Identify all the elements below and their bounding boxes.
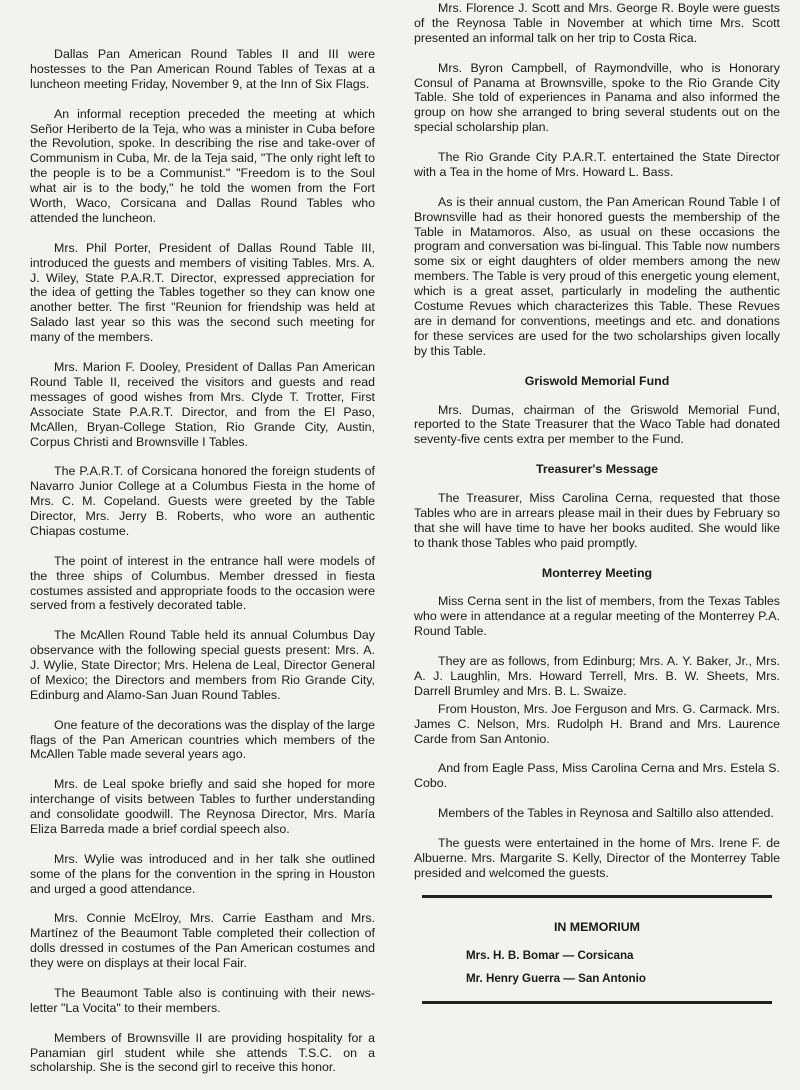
article-paragraph: One feature of the decorations was the display of the large flags of the Pan American countries which members of the McAllen Table made several years ago. bbox=[30, 717, 375, 762]
article-paragraph: As is their annual custom, the Pan American Round Table I of Brownsville had as their honored guests the membership of the Table in Matamoros. Also, as usual on these occasions the program and conversation was bi-lingual. This Table now numbers some six or eight daughters of older members among the new members. The Table is very proud of this energetic young element, which is a great asset, particularly in modeling the authentic Costume Revues which characterizes this Table. These Revues are in demand for conventions, meetings and etc. and donations for these services are used for the two scholarships given locally by this Table. bbox=[414, 194, 780, 358]
article-paragraph: The P.A.R.T. of Corsicana honored the foreign students of Navarro Junior College at a Columbus Fiesta in the home of Mrs. C. M. Copeland. Guests were greeted by the Table Director, Mrs. Jerry B. Roberts, who wore an authentic Chiapas costume. bbox=[30, 464, 375, 538]
article-paragraph: The Beaumont Table also is continuing with their news-letter "La Vocita" to their members. bbox=[30, 985, 375, 1015]
article-paragraph: The point of interest in the entrance hall were models of the three ships of Columbus. Member dressed in fiesta costumes assisted and appropriate foods to the occasion were served from a festively decorated table. bbox=[30, 553, 375, 613]
right-column bbox=[414, 0, 780, 1004]
memorium-bottom-rule bbox=[422, 1001, 772, 1004]
memorium-entry: Mr. Henry Guerra — San Antonio bbox=[466, 972, 646, 986]
griswold-paragraph: Mrs. Dumas, chairman of the Griswold Memorial Fund, reported to the State Treasurer that the Waco Table had donated seventy-five cents extra per member to the Fund. bbox=[414, 402, 780, 447]
treasurer-heading: Treasurer's Message bbox=[535, 462, 659, 477]
griswold-heading: Griswold Memorial Fund bbox=[524, 373, 670, 388]
article-paragraph: Dallas Pan American Round Tables II and III were hostesses to the Pan American Round Tables of Texas at a luncheon meeting Friday, November 9, at the Inn of Six Flags. bbox=[30, 47, 375, 91]
article-paragraph: Mrs. Marion F. Dooley, President of Dallas Pan American Round Table II, received the visitors and guests and read messages of good wishes from Mrs. Clyde T. Trotter, First Associate State P.A.R.T. Director, and from the El Paso, McAllen, Bryan-College Station, Rio Grande City, Austin, Corpus Christi and Brownsville I Tables. bbox=[30, 359, 375, 449]
article-paragraph: Mrs. Wylie was introduced and in her talk she outlined some of the plans for the convention in the spring in Houston and urged a good attendance. bbox=[30, 851, 375, 896]
article-paragraph: Mrs. Phil Porter, President of Dallas Round Table III, introduced the guests and members of visiting Tables. Mrs. A. J. Wiley, State P.A.R.T. Director, expressed appreciation for the idea of getting the Tables together so they can know one another better. The first "Reunion for friendship was held at Salado last year so this was the second such meeting for many of the members. bbox=[30, 240, 375, 345]
left-column bbox=[30, 0, 375, 1090]
monterrey-paragraph: From Houston, Mrs. Joe Ferguson and Mrs. G. Carmack. Mrs. James C. Nelson, Mrs. Rudolph H. Brand and Mrs. Laurence Carde from San Antonio. bbox=[414, 701, 780, 746]
monterrey-paragraph: And from Eagle Pass, Miss Carolina Cerna and Mrs. Estela S. Cobo. bbox=[414, 761, 780, 791]
article-paragraph: An informal reception preceded the meeting at which Señor Heriberto de la Teja, who was a minister in Cuba before the Revolution, spoke. In describing the rise and take-over of Communism in Cuba, Mr. de la Teja said, "The only right left to the people is to be a Communist." "Freedom is to the Soul what air is to the body," he told the women from the Fort Worth, Waco, Corsicana and Dallas Round Tables who attended the luncheon. bbox=[30, 106, 375, 225]
treasurer-paragraph: The Treasurer, Miss Carolina Cerna, requested that those Tables who are in arrears please mail in their dues by February so that she will have time to have her books audited. She would like to thank those Tables who paid promptly. bbox=[414, 491, 780, 550]
memorium-entry: Mrs. H. B. Bomar — Corsicana bbox=[466, 949, 634, 963]
monterrey-heading: Monterrey Meeting bbox=[541, 565, 653, 580]
article-paragraph: Mrs. Byron Campbell, of Raymondville, who is Honorary Consul of Panama at Brownsville, spoke to the Rio Grande City Table. She told of experiences in Panama and also informed the group on how she arranged to bring several students out on the special scholarship plan. bbox=[414, 60, 780, 135]
article-paragraph: Mrs. de Leal spoke briefly and said she hoped for more interchange of visits between Tables to further understanding and consolidate goodwill. The Reynosa Director, Mrs. María Eliza Barreda made a brief cordial speech also. bbox=[30, 777, 375, 836]
article-paragraph: The Rio Grande City P.A.R.T. entertained the State Director with a Tea in the home of Mrs. Howard L. Bass. bbox=[414, 150, 780, 179]
article-paragraph: Mrs. Connie McElroy, Mrs. Carrie Eastham and Mrs. Martínez of the Beaumont Table completed their collection of dolls dressed in costumes of the Pan American costumes and they were on displays at their local Fair. bbox=[30, 911, 375, 971]
article-paragraph: Members of Brownsville II are providing hospitality for a Panamian girl student while she attends T.S.C. on a scholarship. She is the second girl to receive this honor. bbox=[30, 1030, 375, 1075]
article-paragraph: The McAllen Round Table held its annual Columbus Day observance with the following special guests present: Mrs. A. J. Wylie, State Director; Mrs. Helena de Leal, Director General of Mexico; the Directors and members from Rio Grande City, Edinburg and Alamo-San Juan Round Tables. bbox=[30, 628, 375, 702]
monterrey-paragraph: The guests were entertained in the home of Mrs. Irene F. de Albuerne. Mrs. Margarite S. Kelly, Director of the Monterrey Table presided and welcomed the guests. bbox=[414, 835, 780, 880]
monterrey-paragraph: Miss Cerna sent in the list of members, from the Texas Tables who were in attendance at a regular meeting of the Monterrey P.A. Round Table. bbox=[414, 594, 780, 639]
memorium-top-rule bbox=[422, 895, 772, 898]
monterrey-paragraph: Members of the Tables in Reynosa and Saltillo also attended. bbox=[438, 806, 774, 821]
monterrey-paragraph: They are as follows, from Edinburg; Mrs. A. Y. Baker, Jr., Mrs. A. J. Laughlin, Mrs. Howard Terrell, Mrs. B. W. Sheets, Mrs. Darrell Brumley and Mrs. B. L. Swaize. bbox=[414, 654, 780, 698]
memorium-title: IN MEMORIUM bbox=[553, 920, 641, 935]
article-paragraph: Mrs. Florence J. Scott and Mrs. George R. Boyle were guests of the Reynosa Table in November at which time Mrs. Scott presented an informal talk on her trip to Costa Rica. bbox=[414, 1, 780, 45]
